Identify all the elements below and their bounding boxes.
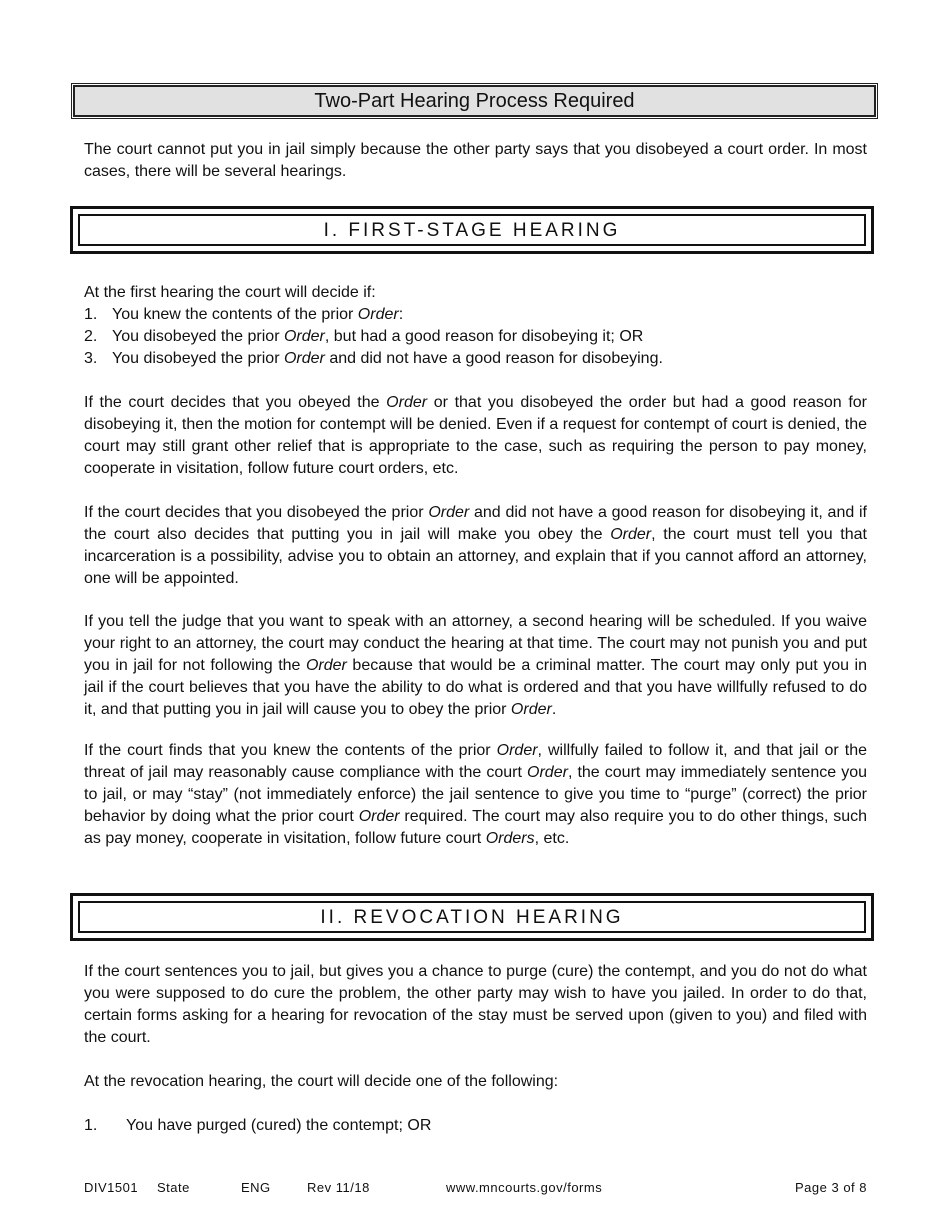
footer-url[interactable]: www.mncourts.gov/forms (446, 1180, 603, 1195)
footer-revision: Rev 11/18 (307, 1180, 370, 1195)
paragraph-attorney: If you tell the judge that you want to speak with an attorney, a second hearing will be scheduled. If you waive your right to an attorney, the court may conduct the hearing at that time. The court may not punish you and put you in jail for not following the Order because that would be a criminal matter. The court may only put you in jail if the court believes that you have the ability to do what is ordered and that you have willfully refused to do it, and that putting you in jail will cause you to obey the prior Order. (84, 613, 868, 718)
first-hearing-decision-list (84, 282, 867, 370)
list-item: 1. You have purged (cured) the contempt; OR (84, 1117, 432, 1134)
paragraph-jail-sentence: If the court finds that you knew the contents of the prior Order, willfully failed to follow it, and that jail or the threat of jail may reasonably cause compliance with the court Order, the court may immediately sentence you to jail, or may “stay” (not immediately enforce) the jail sentence to give you time to “purge” (correct) the prior behavior by doing what the prior court Order required. The court may also require you to do other things, such as pay money, cooperate in visitation, follow future court Orders, etc. (84, 742, 868, 847)
section-heading-text: I. FIRST-STAGE HEARING (78, 214, 866, 246)
list-lead: At the first hearing the court will decide if: (84, 284, 376, 301)
paragraph-revocation-intro: If the court sentences you to jail, but gives you a chance to purge (cure) the contempt, and you do not do what you were supposed to do cure the problem, the other party may wish to have you jailed. In order to do that, certain forms asking for a hearing for revocation of the stay must be served upon (given to you) and filed with the court. (84, 963, 867, 1046)
section-heading-first-stage (70, 206, 874, 254)
page-footer (84, 1178, 867, 1198)
paragraph-obeyed-order: If the court decides that you obeyed the Order or that you disobeyed the order but had a good reason for disobeying it, then the motion for contempt will be denied. Even if a request for contempt of court is denied, the court may still grant other relief that is appropriate to the case, such as requiring the person to pay money, cooperate in visitation, follow future court orders, etc. (84, 394, 867, 477)
paragraph-revocation-decide: At the revocation hearing, the court will decide one of the following: (84, 1073, 559, 1090)
footer-form-id: DIV1501 (84, 1180, 139, 1195)
footer-page-number: Page 3 of 8 (795, 1180, 867, 1195)
paragraph-disobeyed-order: If the court decides that you disobeyed the prior Order and did not have a good reason for disobeying it, and if the court also decides that putting you in jail will make you obey the Order, the court must tell you that incarceration is a possibility, advise you to obtain an attorney, and explain that if you cannot afford an attorney, one will be appointed. (84, 504, 867, 587)
list-item: 3. You disobeyed the prior Order and did not have a good reason for disobeying. (84, 350, 663, 367)
list-item: 2. You disobeyed the prior Order, but had a good reason for disobeying it; OR (84, 328, 644, 345)
footer-jurisdiction: State (157, 1180, 190, 1195)
section-heading-revocation (70, 893, 874, 941)
intro-paragraph: The court cannot put you in jail simply because the other party says that you disobeyed a court order. In most cases, there will be several hearings. (84, 141, 867, 180)
list-item: 1. You knew the contents of the prior Order: (84, 306, 404, 323)
banner-title: Two-Part Hearing Process Required (314, 90, 635, 112)
page-banner (73, 85, 876, 117)
footer-language: ENG (241, 1180, 271, 1195)
section-heading-text: II. REVOCATION HEARING (78, 901, 866, 933)
